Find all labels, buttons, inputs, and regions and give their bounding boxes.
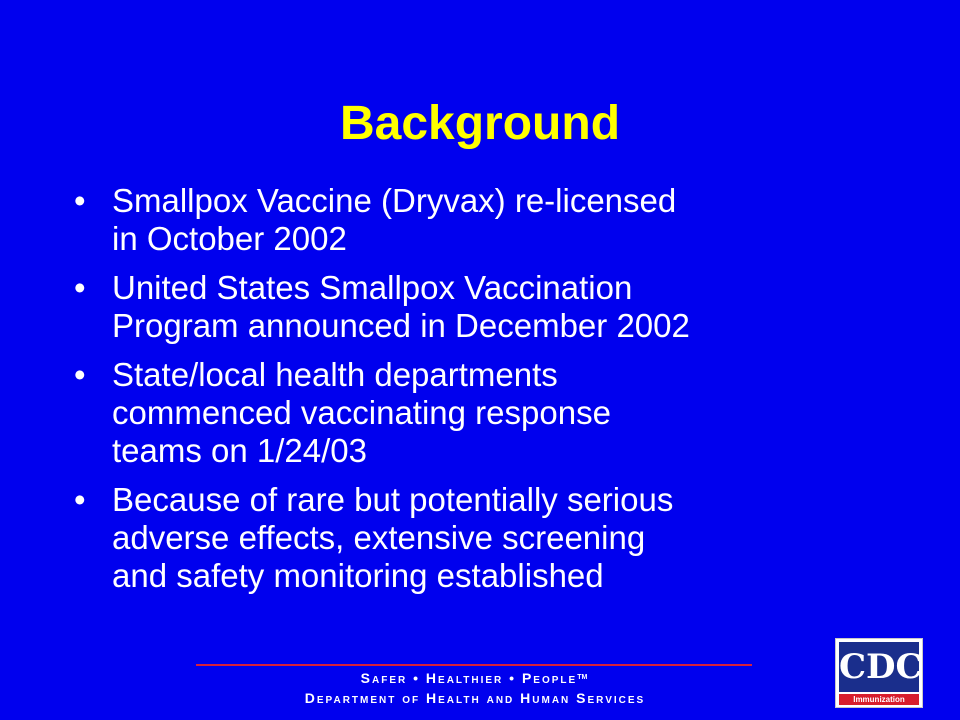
bullet-line: in October 2002 — [112, 220, 347, 257]
trademark-mark: TM — [577, 674, 588, 681]
footer-tagline — [196, 668, 752, 688]
bullet-item-3 — [74, 356, 854, 470]
bullet-marker: • — [74, 481, 86, 518]
bullet-line: Smallpox Vaccine (Dryvax) re-licensed — [112, 182, 677, 219]
bullet-line: adverse effects, extensive screening — [112, 519, 646, 556]
bullet-line: Because of rare but potentially serious — [112, 481, 674, 518]
bullet-line: Program announced in December 2002 — [112, 307, 690, 344]
bullet-line: State/local health departments — [112, 356, 558, 393]
bullet-marker: • — [74, 356, 86, 393]
bullet-list — [74, 182, 854, 606]
cdc-logo-subtitle: Immunization — [839, 694, 919, 705]
tagline-text: Safer • Healthier • People — [360, 670, 578, 686]
slide-title: Background — [339, 97, 621, 150]
bullet-line: United States Smallpox Vaccination — [112, 269, 633, 306]
footer-divider — [196, 664, 752, 666]
bullet-line: teams on 1/24/03 — [112, 432, 368, 469]
bullet-line: and safety monitoring established — [112, 557, 604, 594]
bullet-item-2 — [74, 269, 854, 345]
cdc-logo — [835, 638, 923, 708]
bullet-line: commenced vaccinating response — [112, 394, 611, 431]
bullet-marker: • — [74, 182, 86, 219]
cdc-logo-panel — [839, 642, 923, 692]
bullet-item-4 — [74, 481, 854, 595]
cdc-logo-letters: CDC — [839, 647, 923, 687]
bullet-marker: • — [74, 269, 86, 306]
bullet-item-1 — [74, 182, 854, 258]
footer-department: Department of Health and Human Services — [304, 690, 646, 706]
